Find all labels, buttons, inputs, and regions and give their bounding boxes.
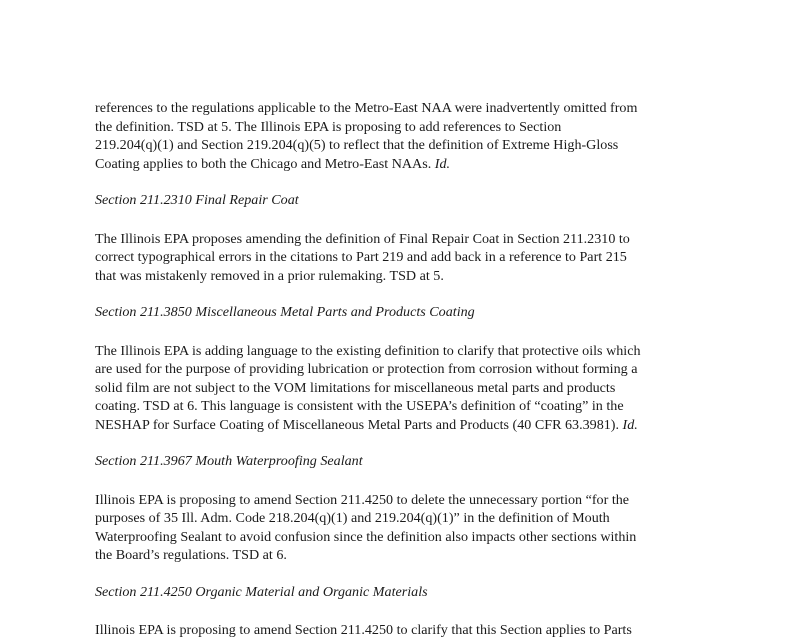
text-line: The Illinois EPA is adding language to the existing definition to clarify that protective oils which — [95, 342, 641, 359]
text-line: the Board’s regulations. TSD at 6. — [95, 547, 287, 563]
heading-misc-metal-parts: Section 211.3850 Miscellaneous Metal Parts and Products Coating — [95, 304, 475, 320]
heading-organic-material: Section 211.4250 Organic Material and Organic Materials — [95, 583, 428, 600]
text-line: references to the regulations applicable to the Metro-East NAA were inadvertently omitted from — [95, 100, 638, 116]
text-line: purposes of 35 Ill. Adm. Code 218.204(q)(1) and 219.204(q)(1)” in the definition of Mouth — [95, 510, 610, 526]
paragraph-extreme-high-gloss — [95, 99, 707, 173]
heading-mouth-waterproofing: Section 211.3967 Mouth Waterproofing Sealant — [95, 453, 363, 469]
text-line: The Illinois EPA proposes amending the definition of Final Repair Coat in Section 211.2310 to — [95, 230, 630, 247]
text-line: coating. TSD at 6. This language is consistent with the USEPA’s definition of “coating” in the — [95, 398, 624, 414]
text-line: 219.204(q)(1) and Section 219.204(q)(5) to reflect that the definition of Extreme High-Gloss — [95, 137, 619, 153]
paragraph-misc-metal-parts — [95, 342, 707, 435]
text-line: that was mistakenly removed in a prior rulemaking. TSD at 5. — [95, 267, 444, 284]
text-line: the definition. TSD at 5. The Illinois EPA is proposing to add references to Section — [95, 118, 562, 135]
text-line: correct typographical errors in the citations to Part 219 and add back in a reference to Part 215 — [95, 249, 627, 265]
text-line: are used for the purpose of providing lubrication or protection from corrosion without forming a — [95, 361, 638, 377]
paragraph-mouth-waterproofing — [95, 491, 707, 565]
document-body — [95, 99, 707, 640]
citation-id: Id. — [622, 416, 638, 433]
text-line: NESHAP for Surface Coating of Miscellaneous Metal Parts and Products (40 CFR 63.3981). — [95, 416, 620, 433]
text-line: Illinois EPA is proposing to amend Section 211.4250 to delete the unnecessary portion “for the — [95, 491, 630, 508]
text-line: Coating applies to both the Chicago and Metro-East NAAs. — [95, 155, 432, 172]
paragraph-final-repair-coat — [95, 230, 707, 286]
text-line: Illinois EPA is proposing to amend Section 211.4250 to clarify that this Section applies to Parts — [95, 622, 632, 638]
text-line: Waterproofing Sealant to avoid confusion since the definition also impacts other sections within — [95, 528, 637, 545]
paragraph-organic-material — [95, 621, 707, 640]
heading-final-repair-coat: Section 211.2310 Final Repair Coat — [95, 192, 299, 208]
text-line: solid film are not subject to the VOM limitations for miscellaneous metal parts and products — [95, 379, 616, 396]
citation-id: Id. — [434, 155, 451, 172]
